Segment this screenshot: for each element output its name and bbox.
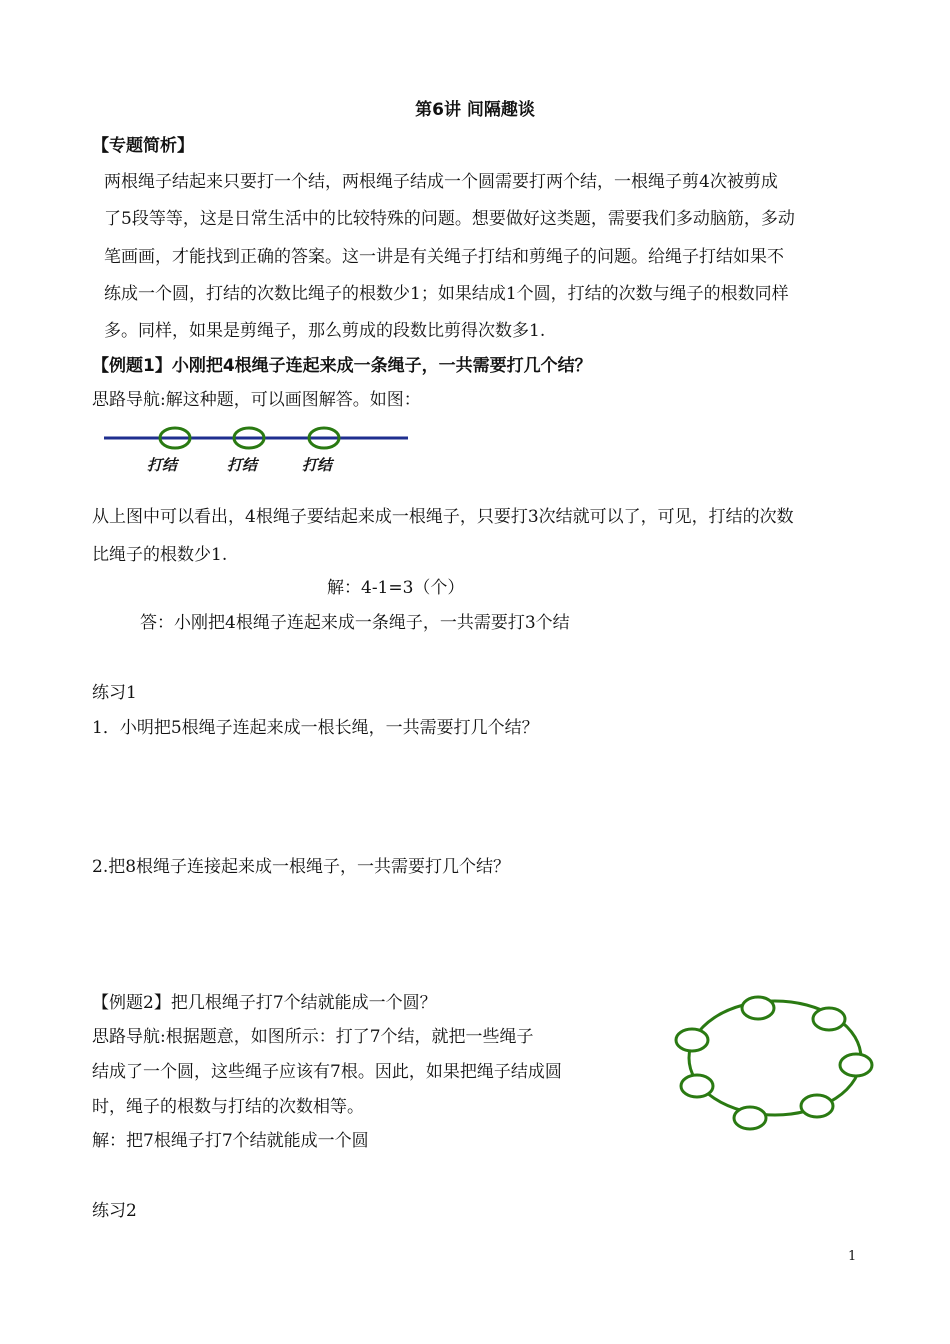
circle-knot-7 [734,1107,766,1129]
knot-circle-diagram [672,990,882,1135]
intro-line-5: 多。同样，如果是剪绳子，那么剪成的段数比剪得次数多1. [104,321,546,341]
rope-knots-diagram [100,424,420,480]
example2-question: 把几根绳子打7个结就能成一个圆？ [170,993,437,1013]
example1-hint: 思路导航:解这种题，可以画图解答。如图： [92,390,421,410]
example2-hint-1: 思路导航:根据题意，如图所示：打了7个结，就把一些绳子 [92,1027,534,1047]
knot-label-1: 打结 [147,456,178,474]
intro-line-2: 了5段等等，这是日常生活中的比较特殊的问题。想要做好这类题，需要我们多动脑筋，多动 [104,209,795,229]
intro-line-4: 练成一个圆，打结的次数比绳子的根数少1；如果结成1个圆，打结的次数与绳子的根数同样 [104,284,789,304]
practice1-question-1: 1．小明把5根绳子连起来成一根长绳，一共需要打几个结？ [92,718,539,738]
practice2-heading: 练习2 [92,1201,137,1221]
page-number: 1 [848,1249,857,1264]
example1-explain-2: 比绳子的根数少1. [92,545,228,565]
example1-label: 【例题1】 [92,356,172,376]
knot-label-3: 打结 [302,456,333,474]
example2-hint-3: 时，绳子的根数与打结的次数相等。 [92,1097,364,1117]
circle-knot-3 [676,1029,708,1051]
example1-answer: 答：小刚把4根绳子连起来成一条绳子，一共需要打3个结 [140,613,570,633]
circle-knot-2 [813,1008,845,1030]
example1-question: 小刚把4根绳子连起来成一条绳子，一共需要打几个结？ [171,356,592,376]
circle-knot-1 [742,997,774,1019]
circle-knot-5 [681,1075,713,1097]
example2-label: 【例题2】 [92,993,171,1013]
intro-line-1: 两根绳子结起来只要打一个结，两根绳子结成一个圆需要打两个结，一根绳子剪4次被剪成 [104,172,778,192]
example2-heading [92,993,437,1013]
circle-knot-6 [801,1095,833,1117]
example1-solution: 解：4-1=3（个） [327,578,465,598]
practice1-question-2: 2.把8根绳子连接起来成一根绳子，一共需要打几个结？ [92,857,511,877]
page-title: 第6讲 间隔趣谈 [415,100,535,120]
practice1-heading: 练习1 [92,683,137,703]
intro-line-3: 笔画画，才能找到正确的答案。这一讲是有关绳子打结和剪绳子的问题。给绳子打结如果不 [104,247,784,267]
circle-knot-4 [840,1054,872,1076]
example2-solution: 解：把7根绳子打7个结就能成一个圆 [92,1131,369,1151]
knot-label-2: 打结 [227,456,258,474]
example2-hint-2: 结成了一个圆，这些绳子应该有7根。因此，如果把绳子结成圆 [92,1062,562,1082]
example1-explain-1: 从上图中可以看出，4根绳子要结起来成一根绳子，只要打3次结就可以了，可见，打结的次数 [92,507,794,527]
section-heading: 【专题简析】 [92,136,194,156]
example1-heading [92,356,592,376]
